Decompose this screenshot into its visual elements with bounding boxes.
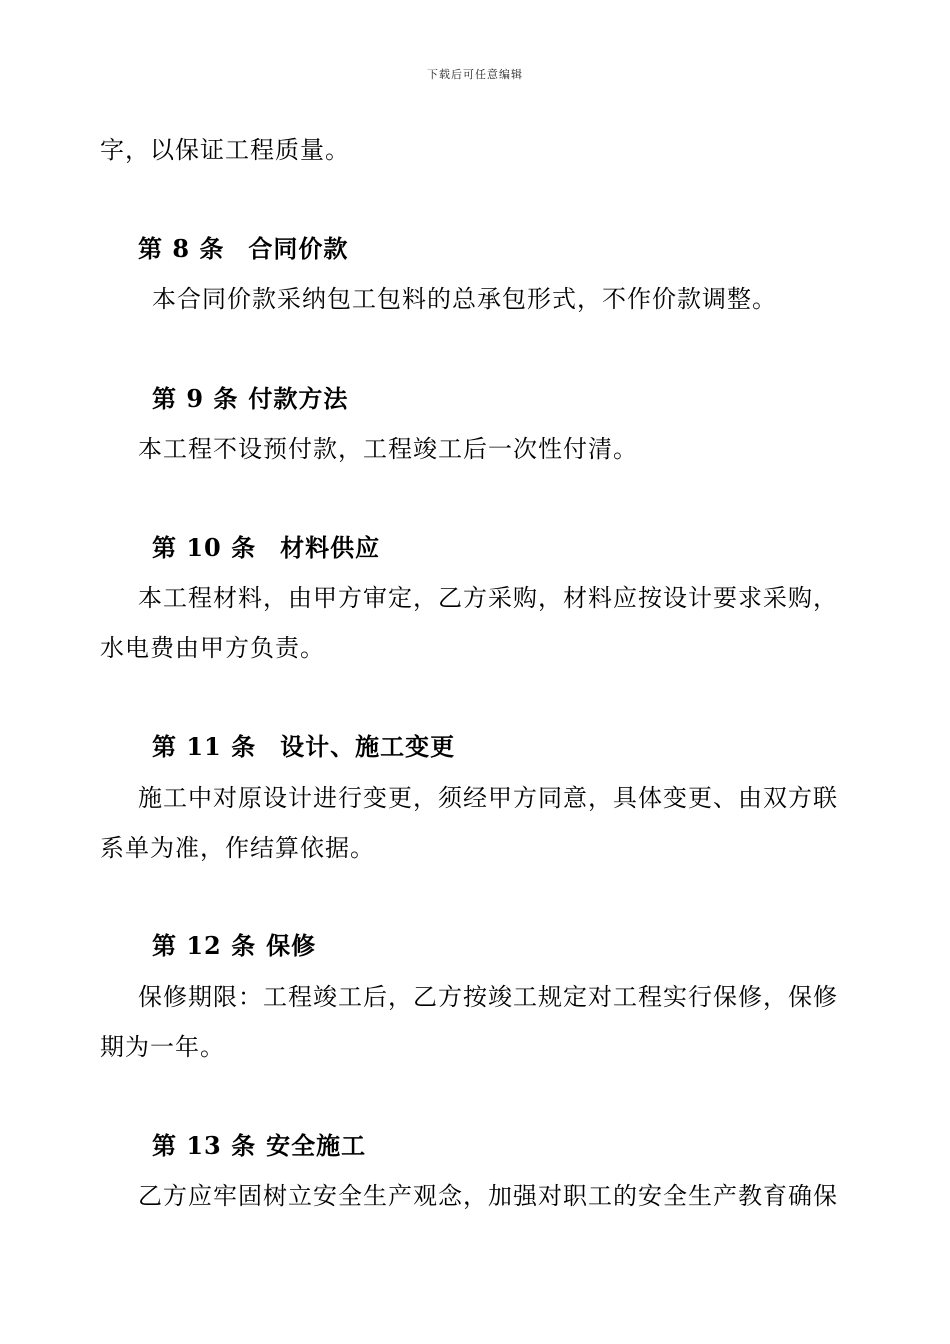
- article-8-body: 本合同价款采纳包工包料的总承包形式，不作价款调整。: [152, 285, 777, 313]
- article-8-number: 第 8 条: [138, 234, 225, 263]
- article-11-number: 第 11 条: [152, 732, 257, 761]
- article-8-heading: [138, 234, 348, 264]
- article-8-title: 合同价款: [248, 234, 349, 263]
- article-12-body-line2: 期为一年。: [100, 1033, 225, 1061]
- article-13-number: 第 13 条: [152, 1131, 257, 1160]
- intro-text: 字，以保证工程质量。: [100, 136, 350, 164]
- article-9-number: 第 9 条: [152, 384, 239, 413]
- article-12-title: 保修: [266, 931, 317, 960]
- article-10-number: 第 10 条: [152, 533, 257, 562]
- article-9-heading: [152, 384, 348, 414]
- article-12-body-line1: 保修期限：工程竣工后，乙方按竣工规定对工程实行保修，保修: [138, 983, 838, 1011]
- article-13-title: 安全施工: [266, 1131, 367, 1160]
- article-9-title: 付款方法: [248, 384, 349, 413]
- article-11-body-line2: 系单为准，作结算依据。: [100, 834, 375, 862]
- article-11-title: 设计、施工变更: [280, 732, 456, 761]
- page-header: 下载后可任意编辑: [427, 68, 523, 81]
- article-13-body-line1: 乙方应牢固树立安全生产观念，加强对职工的安全生产教育确保: [138, 1182, 838, 1210]
- article-10-body-line2: 水电费由甲方负责。: [100, 634, 325, 662]
- article-9-body: 本工程不设预付款，工程竣工后一次性付清。: [138, 435, 638, 463]
- article-10-body-line1: 本工程材料，由甲方审定，乙方采购，材料应按设计要求采购，: [138, 584, 838, 612]
- article-10-title: 材料供应: [280, 533, 381, 562]
- article-10-heading: [152, 533, 380, 563]
- article-11-body-line1: 施工中对原设计进行变更，须经甲方同意，具体变更、由双方联: [138, 784, 838, 812]
- article-11-heading: [152, 732, 455, 762]
- article-12-number: 第 12 条: [152, 931, 257, 960]
- article-12-heading: [152, 931, 316, 961]
- article-13-heading: [152, 1131, 366, 1161]
